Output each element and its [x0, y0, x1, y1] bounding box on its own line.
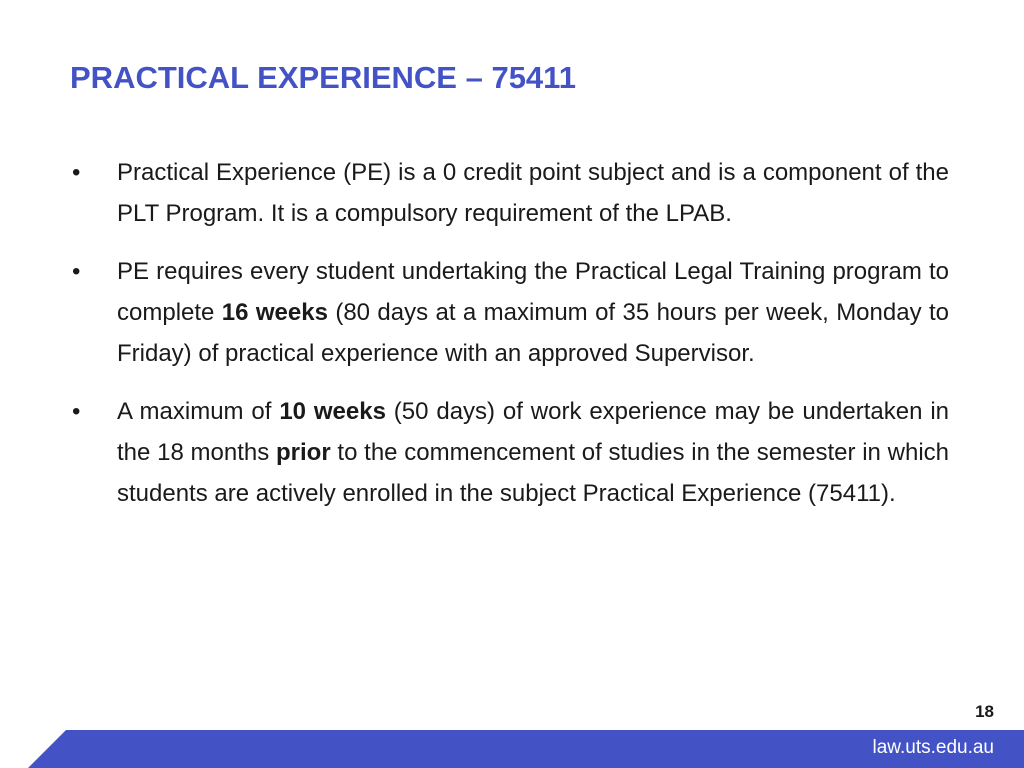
emphasis-prior: prior	[275, 439, 331, 466]
bullet-item	[70, 152, 949, 234]
footer-url: law.uts.edu.au	[872, 737, 994, 758]
bullet-text: Practical Experience (PE) is a 0 credit point subject and is a component of the PLT Program. It is a compulsory requirement of the LPAB.	[117, 159, 949, 227]
bullet-text: A maximum of 10 weeks (50 days) of work experience may be undertaken in the 18 months prior to the commencement of studies in the semester in which students are actively enrolled in the subject Practical Experience (75411).	[117, 398, 950, 507]
emphasis-duration: 10 weeks	[279, 398, 386, 425]
footer-band-shape	[0, 730, 1024, 768]
bullet-item	[70, 391, 949, 514]
bullet-text: PE requires every student undertaking the Practical Legal Training program to complete 16 weeks (80 days at a maximum of 35 hours per week, Monday to Friday) of practical experience with an approved Supervisor.	[117, 258, 949, 367]
bullet-icon: •	[72, 258, 81, 285]
page-number: 18	[975, 702, 994, 721]
emphasis-duration: 16 weeks	[221, 299, 328, 326]
bullet-icon: •	[72, 159, 81, 186]
bullet-list	[70, 152, 949, 531]
footer-bar	[0, 730, 1024, 768]
bullet-icon: •	[72, 398, 81, 425]
bullet-item	[70, 251, 949, 374]
slide-title: PRACTICAL EXPERIENCE – 75411	[70, 60, 576, 95]
